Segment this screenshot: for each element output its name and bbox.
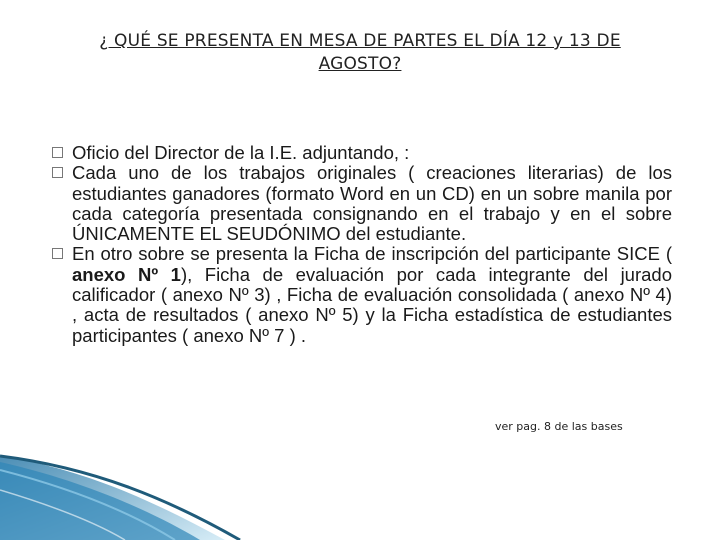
title-line-1: ¿ QUÉ SE PRESENTA EN MESA DE PARTES EL DÍA 12 y 13 DE (99, 31, 621, 51)
reference-note: ver pag. 8 de las bases (495, 420, 623, 433)
list-item-text: Cada uno de los trabajos originales ( creaciones literarias) de los estudiantes ganadores (formato Word en un CD) en un sobre manila por cada categoría presentada consignando en el trabajo y en el sobre ÚNICAMENTE EL SEUDÓNIMO del estudiante. (72, 162, 672, 245)
list-item-text-bold: anexo Nº 1 (72, 263, 181, 285)
list-item-text: Oficio del Director de la I.E. adjuntando, : (72, 142, 410, 163)
list-item-text-b: ), Ficha de evaluación por cada integrante del jurado calificador ( anexo Nº 3) , Ficha de evaluación consolidada ( anexo Nº 4) , acta de resultados ( anexo Nº 5) y la Ficha estadística de estudiantes participantes ( anexo Nº 7 ) . (72, 263, 672, 346)
list-item-text-a: En otro sobre se presenta la Ficha de inscripción del participante SICE ( (72, 243, 672, 265)
title-line-2: AGOSTO? (318, 54, 402, 74)
